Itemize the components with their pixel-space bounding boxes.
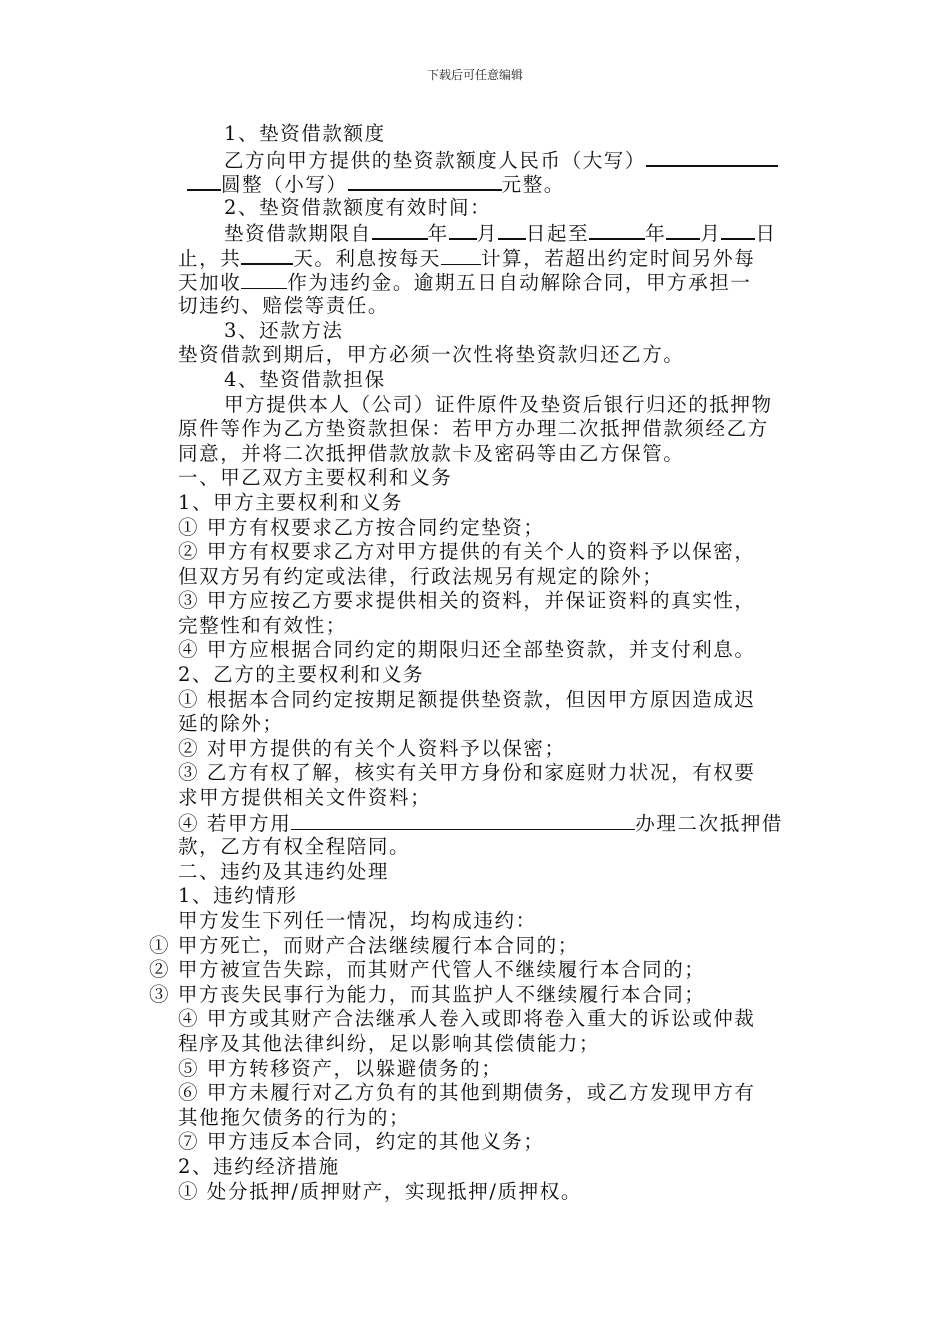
list-item-continued: 延的除外； — [178, 712, 284, 736]
section-heading: 1、违约情形 — [178, 884, 298, 908]
section-heading: 1、垫资借款额度 — [224, 122, 386, 145]
blank-field[interactable] — [449, 220, 477, 240]
blank-field[interactable] — [348, 171, 502, 191]
list-item: ① 处分抵押/质押财产，实现抵押/质押权。 — [178, 1179, 582, 1203]
list-item-continued: 款，乙方有权全程陪同。 — [178, 835, 411, 859]
section-heading: 3、还款方法 — [224, 318, 344, 342]
list-item: ① 甲方死亡，而财产合法继续履行本合同的； — [149, 933, 579, 957]
section-heading: 2、乙方的主要权利和义务 — [178, 663, 425, 687]
blank-field[interactable] — [291, 811, 635, 830]
list-item-continued: 其他拖欠债务的行为的； — [178, 1105, 411, 1129]
list-item: ④ 若甲方用 办理二次抵押借 — [178, 811, 784, 835]
list-item: ② 对甲方提供的有关个人资料予以保密； — [178, 736, 566, 760]
list-item-continued: 完整性和有效性； — [178, 613, 347, 637]
list-item: ④ 甲方应根据合同约定的期限归还全部垫资款，并支付利息。 — [178, 638, 756, 662]
paragraph-line: 天加收 作为违约金。逾期五日自动解除合同，甲方承担一 — [178, 270, 752, 294]
list-item: ③ 乙方有权了解，核实有关甲方身份和家庭财力状况，有权要 — [178, 761, 756, 785]
blank-field[interactable] — [241, 270, 287, 289]
paragraph-line: 圆整（小写） 元整。 — [178, 171, 808, 196]
blank-field[interactable] — [589, 220, 645, 240]
paragraph-line: 原件等作为乙方垫资款担保：若甲方办理二次抵押借款须经乙方 — [178, 417, 769, 441]
paragraph-line: 垫资借款期限自 年 月 日起至 年 月 日 — [224, 222, 777, 246]
paragraph-line: 垫资借款到期后，甲方必须一次性将垫资款归还乙方。 — [178, 343, 685, 367]
blank-field[interactable] — [441, 246, 481, 265]
section-heading: 4、垫资借款担保 — [224, 367, 386, 391]
paragraph-line: 甲方发生下列任一情况，均构成违约： — [178, 909, 537, 932]
page-header: 下载后可任意编辑 — [426, 68, 523, 82]
chapter-heading: 一、甲乙双方主要权利和义务 — [178, 466, 453, 490]
paragraph-line: 切违约、赔偿等责任。 — [178, 294, 390, 318]
list-item-continued: 求甲方提供相关文件资料； — [178, 786, 432, 810]
chapter-heading: 二、违约及其违约处理 — [178, 859, 390, 883]
list-item: ⑤ 甲方转移资产，以躲避债务的； — [178, 1056, 503, 1080]
blank-field[interactable] — [498, 220, 526, 240]
paragraph-line: 乙方向甲方提供的垫资款额度人民币（大写） — [178, 147, 808, 172]
blank-field[interactable] — [372, 220, 428, 240]
blank-field[interactable] — [721, 220, 755, 240]
list-item: ④ 甲方或其财产合法继承人卷入或即将卷入重大的诉讼或仲裁 — [178, 1007, 756, 1031]
list-item-continued: 但双方另有约定或法律，行政法规另有规定的除外； — [178, 564, 664, 588]
list-item: ② 甲方有权要求乙方对甲方提供的有关个人的资料予以保密， — [178, 540, 756, 564]
paragraph-line: 同意，并将二次抵押借款放款卡及密码等由乙方保管。 — [178, 441, 685, 465]
blank-field[interactable] — [666, 220, 700, 240]
blank-field[interactable] — [187, 171, 221, 191]
list-item-continued: 程序及其他法律纠纷，足以影响其偿债能力； — [178, 1031, 601, 1055]
section-heading: 2、垫资借款额度有效时间： — [224, 195, 492, 219]
contract-body — [149, 122, 808, 1204]
section-heading: 2、违约经济措施 — [178, 1154, 340, 1178]
list-item: ① 甲方有权要求乙方按合同约定垫资； — [178, 515, 545, 539]
blank-field[interactable] — [241, 245, 293, 265]
blank-field[interactable] — [646, 147, 778, 167]
list-item: ⑥ 甲方未履行对乙方负有的其他到期债务，或乙方发现甲方有 — [178, 1081, 756, 1105]
paragraph-line: 甲方提供本人（公司）证件原件及垫资后银行归还的抵押物 — [224, 392, 773, 416]
section-heading: 1、甲方主要权利和义务 — [178, 490, 404, 514]
paragraph-line: 止，共 天。利息按每天 计算，若超出约定时间另外每 — [178, 246, 756, 270]
list-item: ③ 甲方丧失民事行为能力，而其监护人不继续履行本合同； — [149, 982, 706, 1006]
list-item: ⑦ 甲方违反本合同，约定的其他义务； — [178, 1130, 545, 1154]
list-item: ③ 甲方应按乙方要求提供相关的资料，并保证资料的真实性， — [178, 589, 756, 613]
list-item: ① 根据本合同约定按期足额提供垫资款，但因甲方原因造成迟 — [178, 687, 756, 711]
list-item: ② 甲方被宣告失踪，而其财产代管人不继续履行本合同的； — [149, 958, 706, 982]
